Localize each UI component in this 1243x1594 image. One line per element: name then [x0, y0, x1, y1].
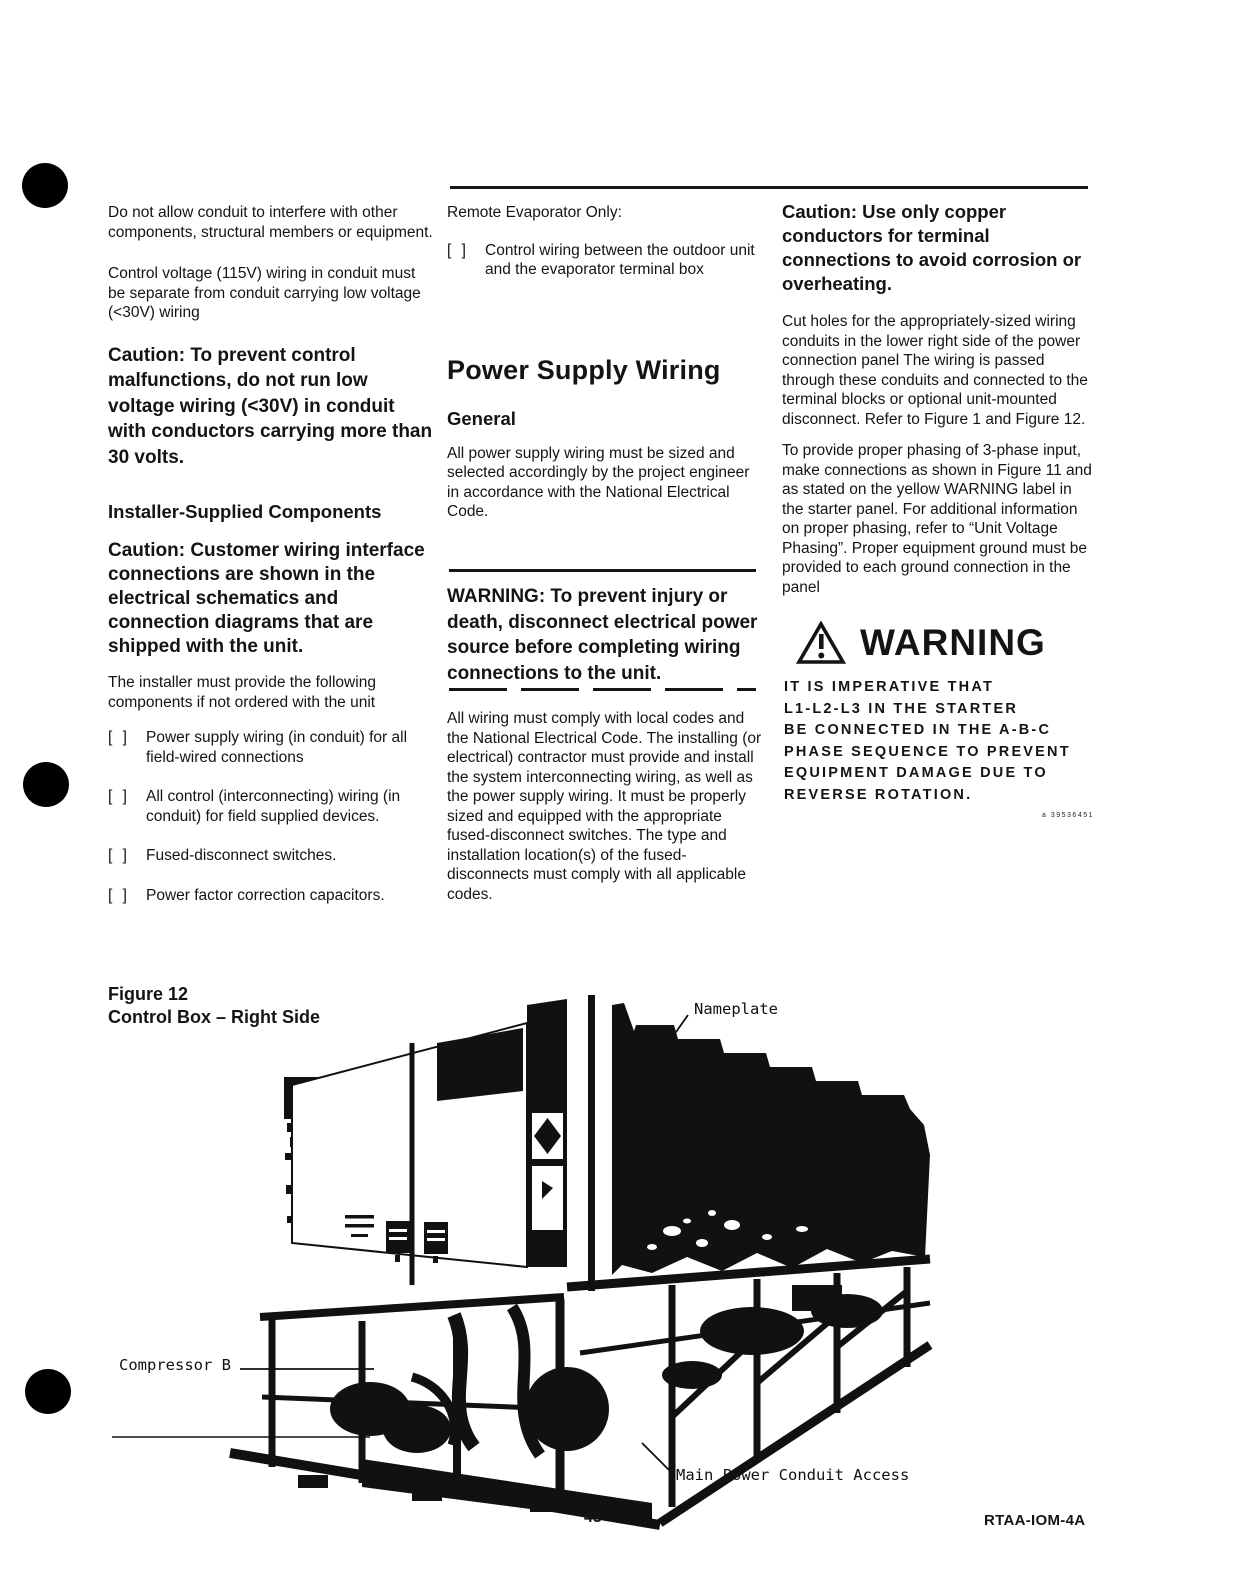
section-heading: Installer-Supplied Components	[108, 501, 382, 522]
checklist-item-label: Control wiring between the outdoor unit and the evaporator terminal box	[485, 241, 755, 278]
paragraph: Remote Evaporator Only:	[447, 204, 622, 221]
caution-text: Caution: Use only copper conductors for terminal connections to avoid corrosion or overheating.	[782, 201, 1082, 294]
checklist-item	[108, 787, 434, 826]
checklist-item	[108, 886, 434, 906]
paragraph: Control voltage (115V) wiring in conduit must be separate from conduit carrying low voltage (<30V) wiring	[108, 265, 421, 321]
side-label-sticker	[532, 1166, 563, 1230]
checklist-item-label: Fused-disconnect switches.	[146, 847, 337, 864]
checklist-item-label: All control (interconnecting) wiring (in conduit) for field supplied devices.	[146, 788, 401, 825]
section-heading: General	[447, 407, 516, 429]
page-title: Power Supply Wiring	[447, 354, 721, 385]
warning-text: WARNING: To prevent injury or death, disconnect electrical power source before completing wiring connections to the unit.	[447, 586, 758, 684]
column-2-lower	[447, 709, 767, 924]
compressor-area	[298, 1307, 652, 1525]
column-2	[447, 203, 765, 542]
warning-label-line: BE CONNECTED IN THE A-B-C	[784, 722, 1052, 738]
checkbox-bracket: [ ]	[447, 241, 469, 259]
page-number: 43	[584, 1509, 602, 1526]
control-box-side-band	[527, 999, 567, 1267]
document-code: RTAA-IOM-4A	[984, 1512, 1086, 1529]
figure-number: Figure 12	[108, 984, 189, 1004]
checkbox-bracket: [ ]	[108, 886, 130, 904]
checklist-item-label: Power factor correction capacitors.	[146, 886, 385, 904]
caution-text: Caution: Customer wiring interface connections are shown in the electrical schematics and connection diagrams that are shipped with the unit.	[108, 540, 425, 657]
figure-12-illustration	[112, 985, 942, 1530]
column-2-warning	[447, 584, 767, 686]
binding-dot	[22, 163, 68, 208]
warning-rule-top	[449, 569, 756, 572]
checklist-item	[447, 241, 765, 280]
paragraph: Cut holes for the appropriately-sized wiring conduits in the lower right side of the power connection panel The wiring is passed through these conduits and connected to the terminal blocks or optional unit-mounted disconnect. Refer to Figure 1 and Figure 12.	[782, 313, 1088, 428]
checklist-item	[108, 846, 434, 866]
caution-text: Caution: To prevent control malfunctions, do not run low voltage wiring (<30V) in conduit with conductors carrying more than 30 volts.	[108, 344, 433, 468]
figure-label-compressor-b: Compressor B	[119, 1356, 231, 1374]
top-rule	[450, 186, 1088, 189]
checklist-item	[108, 728, 434, 767]
condenser-fan-bank	[612, 1003, 930, 1275]
corner-post	[588, 995, 595, 1291]
paragraph: All power supply wiring must be sized and selected accordingly by the project engineer in accordance with the National Electrical Code.	[447, 444, 750, 520]
paragraph: To provide proper phasing of 3-phase input, make connections as shown in Figure 11 and as stated on the yellow WARNING label in the starter panel. For additional information on proper phasing, refer to “Unit Voltage Phasing”. Proper equipment ground must be provided to each ground connection in the panel	[782, 442, 1092, 596]
warning-label-line: IT IS IMPERATIVE THAT	[784, 679, 994, 695]
binding-dot	[23, 762, 69, 807]
column-1	[108, 203, 434, 925]
paragraph: Do not allow conduit to interfere with other components, structural members or equipment.	[108, 204, 433, 241]
warning-label	[782, 621, 1094, 819]
binding-dot	[25, 1369, 71, 1414]
warning-label-line: EQUIPMENT DAMAGE DUE TO	[784, 765, 1048, 781]
paragraph: All wiring must comply with local codes and the National Electrical Code. The installing (or electrical) contractor must provide and install the system interconnecting wiring, as well as the power supply wiring. It must be properly sized and equipped with the appropriate fused-disconnect switches. The type and installation location(s) of the fused-disconnects must comply with all applicable codes.	[447, 710, 762, 903]
warning-label-line: PHASE SEQUENCE TO PREVENT	[784, 743, 1071, 760]
warning-label-line: L1-L2-L3 IN THE STARTER	[784, 700, 1019, 717]
warning-rule-bottom	[449, 688, 756, 691]
warning-triangle-icon	[796, 621, 846, 665]
warning-label-part-number: a 39536451	[1042, 812, 1094, 819]
figure-label-main-power-conduit-access: Main Power Conduit Access	[676, 1466, 910, 1484]
checklist-item-label: Power supply wiring (in conduit) for all field-wired connections	[146, 729, 408, 766]
control-box	[292, 1023, 527, 1285]
figure-label-nameplate: Nameplate	[694, 1000, 778, 1018]
warning-label-line: REVERSE ROTATION.	[784, 786, 973, 803]
checkbox-bracket: [ ]	[108, 788, 130, 805]
checkbox-bracket: [ ]	[108, 847, 130, 864]
paragraph: The installer must provide the following components if not ordered with the unit	[108, 674, 376, 711]
column-3	[782, 200, 1094, 819]
warning-label-title: WARNING	[860, 622, 1046, 663]
door-latch	[386, 1221, 410, 1262]
figure-title: Control Box – Right Side	[108, 1007, 321, 1027]
checkbox-bracket: [ ]	[108, 729, 130, 746]
